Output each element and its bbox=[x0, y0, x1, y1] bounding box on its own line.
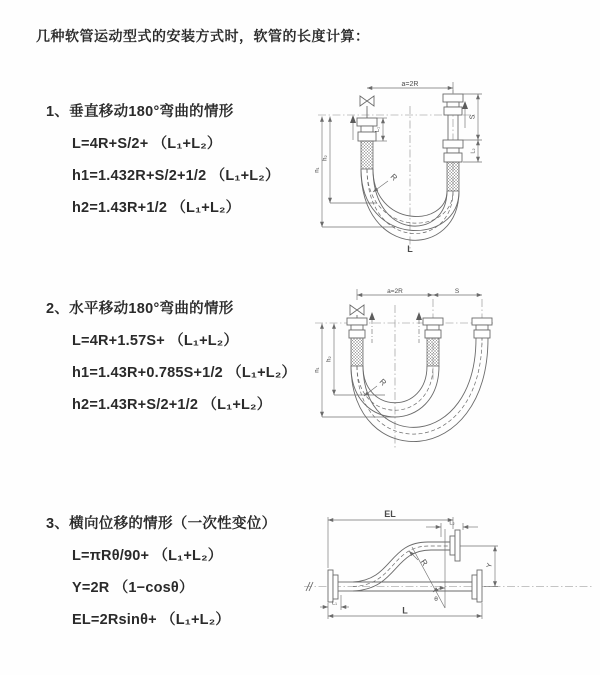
section-vertical-180 bbox=[46, 100, 280, 217]
formula-L: L=4R+S/2+ （L₁+L₂） bbox=[72, 136, 222, 152]
dim-label-y: Y bbox=[486, 562, 495, 569]
dim-label-el: EL bbox=[384, 509, 396, 519]
formula-h2: h2=1.43R+1/2 （L₁+L₂） bbox=[72, 200, 241, 216]
braided-hose-section bbox=[361, 141, 373, 169]
up-arrow-icon bbox=[416, 312, 422, 320]
formula-L: L=4R+1.57S+ （L₁+L₂） bbox=[72, 333, 239, 349]
formula-EL: EL=2Rsinθ+ （L₁+L₂） bbox=[72, 612, 231, 628]
section-1-formulas bbox=[72, 132, 280, 217]
section-lateral-displacement bbox=[46, 512, 276, 629]
dim-label-h2: h₂ bbox=[326, 356, 333, 362]
dim-label-l: L bbox=[402, 605, 408, 616]
diagram-vertical-180 bbox=[315, 78, 595, 258]
diagram-lateral-displacement bbox=[298, 503, 600, 648]
dim-label-h1: h₁ bbox=[315, 167, 321, 173]
braided-hose-section bbox=[447, 162, 459, 191]
formula-L: L=πRθ/90+ （L₁+L₂） bbox=[72, 548, 223, 564]
dim-label-a2r: a=2R bbox=[387, 288, 403, 295]
dim-label-l2: L₂ bbox=[449, 520, 455, 527]
dim-label-a2r: a=2R bbox=[401, 81, 419, 88]
up-arrow-icon bbox=[369, 312, 375, 320]
dim-label-h2: h₂ bbox=[322, 155, 329, 161]
diagram-horizontal-180 bbox=[315, 285, 595, 465]
dim-label-s: S bbox=[469, 114, 477, 120]
valve-icon bbox=[360, 96, 374, 106]
dim-label-h1: h₁ bbox=[315, 367, 321, 373]
flange bbox=[450, 530, 460, 561]
dim-label-s: S bbox=[454, 288, 460, 295]
section-horizontal-180 bbox=[46, 297, 296, 414]
section-3-formulas bbox=[72, 544, 276, 629]
page-title: 几种软管运动型式的安装方式时，软管的长度计算： bbox=[36, 28, 370, 44]
formula-h1: h1=1.43R+0.785S+1/2 （L₁+L₂） bbox=[72, 365, 297, 381]
dim-label-l1: L₁ bbox=[332, 600, 337, 607]
dim-label-r: R bbox=[388, 172, 399, 183]
formula-h2: h2=1.43R+S/2+1/2 （L₁+L₂） bbox=[72, 397, 272, 413]
flange bbox=[328, 570, 353, 602]
pipe-fitting bbox=[347, 318, 367, 366]
formula-Y: Y=2R （1−cosθ） bbox=[72, 580, 194, 596]
flange bbox=[472, 570, 482, 602]
dim-label-l2: L₂ bbox=[470, 148, 477, 154]
valve-icon bbox=[350, 305, 364, 315]
dim-label-theta: θ bbox=[434, 596, 438, 603]
section-2-heading: 2、水平移动180°弯曲的情形 bbox=[46, 301, 234, 317]
dim-label-l1: L₁ bbox=[375, 127, 381, 132]
formula-h1: h1=1.432R+S/2+1/2 （L₁+L₂） bbox=[72, 168, 280, 184]
section-2-formulas bbox=[72, 329, 296, 414]
dim-label-l: L bbox=[407, 244, 413, 254]
section-3-heading: 3、横向位移的情形（一次性变位） bbox=[46, 516, 277, 532]
dim-label-r: R bbox=[377, 377, 388, 388]
pipe-fitting bbox=[472, 318, 492, 338]
section-1-heading: 1、垂直移动180°弯曲的情形 bbox=[46, 104, 234, 120]
dim-label-r: R bbox=[418, 557, 430, 568]
up-arrow-icon bbox=[350, 115, 356, 123]
pipe-fitting bbox=[423, 318, 443, 366]
